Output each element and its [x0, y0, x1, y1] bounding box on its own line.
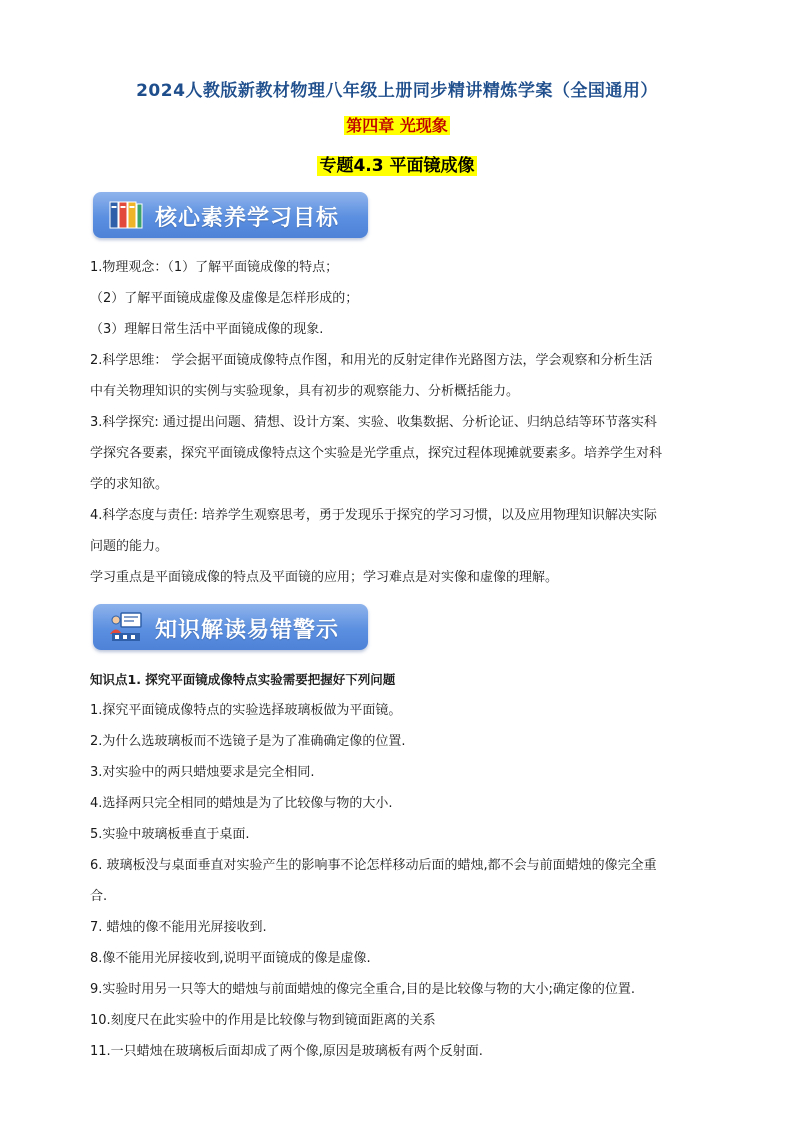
text-line: 10.刻度尺在此实验中的作用是比较像与物到镜面距离的关系 — [90, 1013, 436, 1028]
text-line: 中有关物理知识的实例与实验现象，具有初步的观察能力、分析概括能力。 — [90, 384, 520, 399]
text-line: 2.科学思维： 学会据平面镜成像特点作图，和用光的反射定律作光路图方法，学会观察和分析生活 — [90, 353, 653, 368]
text-line: 学习重点是平面镜成像的特点及平面镜的应用；学习难点是对实像和虚像的理解。 — [90, 570, 559, 585]
knowledge-banner — [93, 604, 368, 650]
chapter-title: 第四章 光现象 — [346, 116, 448, 135]
main-title: 2024人教版新教材物理八年级上册同步精讲精炼学案（全国通用） — [136, 81, 658, 101]
text-line: 5.实验中玻璃板垂直于桌面. — [90, 827, 250, 842]
text-line: 6. 玻璃板没与桌面垂直对实验产生的影响事不论怎样移动后面的蜡烛,都不会与前面蜡烛的像完全重 — [90, 858, 657, 873]
text-line: 3.科学探究: 通过提出问题、猜想、设计方案、实验、收集数据、分析论证、归纳总结等环节落实科 — [90, 415, 657, 430]
text-line: 学的求知欲。 — [90, 477, 169, 492]
knowledge-banner-label: 知识解读易错警示 — [155, 618, 340, 643]
topic-title: 专题4.3 平面镜成像 — [319, 156, 475, 176]
learning-goals-banner — [93, 192, 368, 238]
text-line: 11.一只蜡烛在玻璃板后面却成了两个像,原因是玻璃板有两个反射面. — [90, 1044, 483, 1059]
learning-goals-body — [90, 252, 710, 593]
teacher-board-icon — [109, 612, 143, 642]
text-line: 4.选择两只完全相同的蜡烛是为了比较像与物的大小. — [90, 796, 393, 811]
chapter-heading — [0, 113, 794, 136]
knowledge-point-heading: 知识点1. 探究平面镜成像特点实验需要把握好下列问题 — [90, 672, 396, 687]
topic-heading — [0, 151, 794, 176]
text-line: （3）理解日常生活中平面镜成像的现象. — [90, 322, 324, 337]
text-line: 1.探究平面镜成像特点的实验选择玻璃板做为平面镜。 — [90, 703, 402, 718]
text-line: 4.科学态度与责任: 培养学生观察思考，勇于发现乐于探究的学习习惯，以及应用物理知识解决实际 — [90, 508, 657, 523]
knowledge-body — [90, 664, 710, 1067]
text-line: 学探究各要素，探究平面镜成像特点这个实验是光学重点，探究过程体现摊就要素多。培养学生对科 — [90, 446, 663, 461]
text-line: 合. — [90, 889, 108, 904]
text-line: 8.像不能用光屏接收到,说明平面镜成的像是虚像. — [90, 951, 371, 966]
text-line: 9.实验时用另一只等大的蜡烛与前面蜡烛的像完全重合,目的是比较像与物的大小;确定像的位置. — [90, 982, 636, 997]
text-line: （2）了解平面镜成虚像及虚像是怎样形成的； — [90, 291, 359, 306]
text-line: 3.对实验中的两只蜡烛要求是完全相同. — [90, 765, 315, 780]
text-line: 7. 蜡烛的像不能用光屏接收到. — [90, 920, 267, 935]
books-icon — [109, 200, 143, 230]
text-line: 2.为什么选玻璃板而不选镜子是为了准确确定像的位置. — [90, 734, 406, 749]
text-line: 问题的能力。 — [90, 539, 169, 554]
learning-goals-banner-label: 核心素养学习目标 — [155, 206, 340, 231]
text-line: 1.物理观念：（1）了解平面镜成像的特点； — [90, 260, 339, 275]
